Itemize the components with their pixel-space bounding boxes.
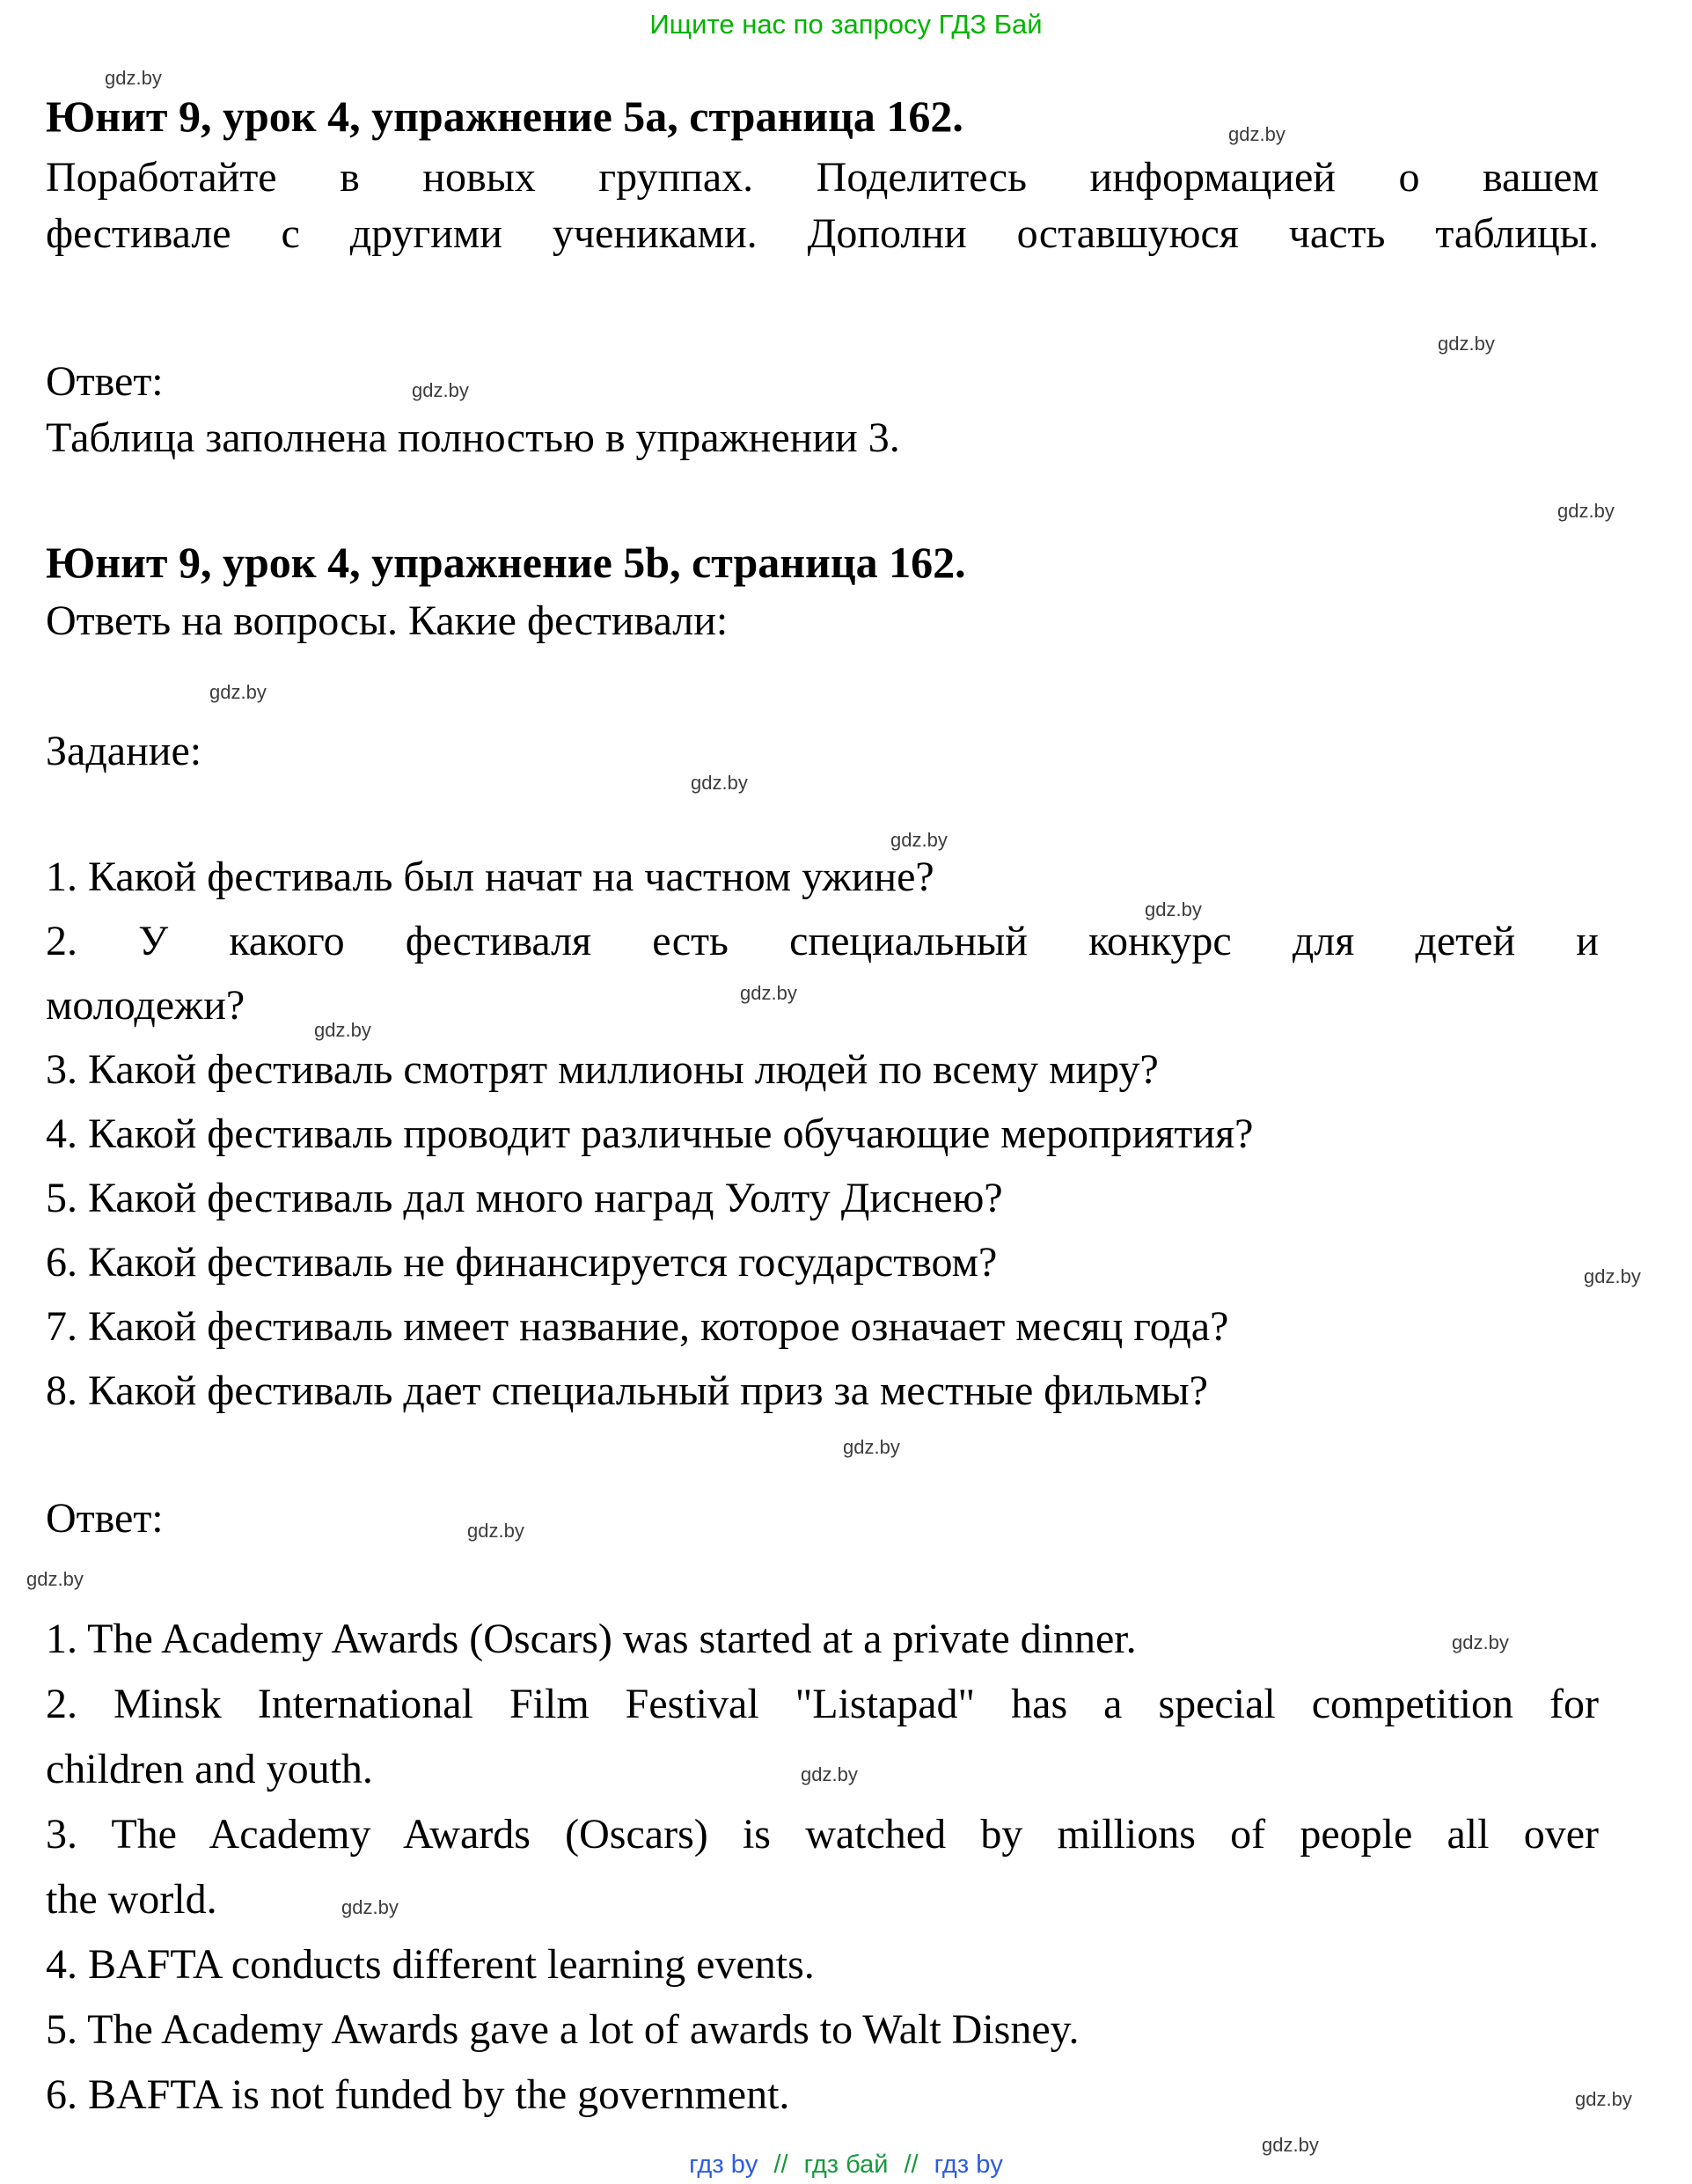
gdz-watermark: gdz.by — [341, 1896, 399, 1918]
answer-text-5a: Таблица заполнена полностью в упражнении 3. — [46, 414, 900, 461]
answer-label-5b: Ответ: — [46, 1495, 164, 1542]
footer — [0, 2151, 1692, 2180]
gdz-watermark: gdz.by — [691, 772, 748, 794]
question-line: 5. Какой фестиваль дал много наград Уолту Диснею? — [46, 1175, 1003, 1221]
answer-line: 6. BAFTA is not funded by the government. — [46, 2071, 790, 2118]
gdz-watermark: gdz.by — [209, 681, 267, 703]
exercise-5a-title: Юнит 9, урок 4, упражнение 5a, страница 162. — [46, 92, 963, 141]
answer-line: 5. The Academy Awards gave a lot of awards to Walt Disney. — [46, 2006, 1080, 2053]
gdz-watermark: gdz.by — [740, 982, 797, 1004]
exercise-5a-task — [46, 150, 1599, 262]
answer-label-5a: Ответ: — [46, 358, 164, 405]
question-line: 1. Какой фестиваль был начат на частном ужине? — [46, 854, 934, 900]
exercise-5b-subtitle: Ответь на вопросы. Какие фестивали: — [46, 597, 729, 644]
task-text-line: фестивале с другими учениками. Дополни оставшуюся часть таблицы. — [46, 210, 1599, 257]
footer-link-gdz-by[interactable]: гдз by — [689, 2151, 758, 2179]
question-line: 2. У какого фестиваля есть специальный конкурс для детей и — [46, 918, 1599, 964]
task-text-line: Поработайте в новых группах. Поделитесь информацией о вашем — [46, 154, 1599, 201]
footer-separator: // — [773, 2151, 788, 2179]
gdz-watermark: gdz.by — [1557, 500, 1615, 522]
gdz-watermark: gdz.by — [26, 1568, 84, 1590]
gdz-watermark: gdz.by — [1228, 123, 1285, 145]
gdz-watermark: gdz.by — [467, 1520, 524, 1542]
gdz-watermark: gdz.by — [1452, 1631, 1509, 1653]
answer-line: 2. Minsk International Film Festival "Listapad" has a special competition for — [46, 1681, 1599, 1727]
answer-line: children and youth. — [46, 1746, 373, 1792]
gdz-watermark: gdz.by — [314, 1019, 371, 1041]
gdz-watermark: gdz.by — [801, 1763, 858, 1785]
gdz-watermark: gdz.by — [890, 829, 948, 851]
answer-line: 3. The Academy Awards (Oscars) is watched by millions of people all over — [46, 1811, 1599, 1858]
answer-line: 1. The Academy Awards (Oscars) was started at a private dinner. — [46, 1616, 1137, 1662]
question-line: 8. Какой фестиваль дает специальный приз за местные фильмы? — [46, 1367, 1208, 1414]
footer-separator: // — [904, 2151, 919, 2179]
exercise-5b-title: Юнит 9, урок 4, упражнение 5b, страница 162. — [46, 538, 966, 587]
questions-list — [46, 845, 1599, 1423]
answer-line: the world. — [46, 1876, 217, 1923]
question-line: 6. Какой фестиваль не финансируется государством? — [46, 1239, 998, 1286]
gdz-watermark: gdz.by — [105, 67, 162, 89]
question-line: 4. Какой фестиваль проводит различные обучающие мероприятия? — [46, 1110, 1254, 1157]
answers-list — [46, 1607, 1599, 2128]
gdz-watermark: gdz.by — [1575, 2088, 1632, 2110]
gdz-watermark: gdz.by — [1438, 333, 1495, 355]
footer-link-gdz-bai[interactable]: гдз бай — [803, 2151, 889, 2179]
answer-line: 4. BAFTA conducts different learning events. — [46, 1941, 815, 1988]
footer-link-gdz-by-2[interactable]: гдз by — [934, 2151, 1003, 2179]
gdz-watermark: gdz.by — [843, 1436, 900, 1458]
question-line: молодежи? — [46, 982, 245, 1029]
question-line: 3. Какой фестиваль смотрят миллионы людей по всему миру? — [46, 1046, 1159, 1093]
task-label: Задание: — [46, 728, 202, 774]
gdz-watermark: gdz.by — [1145, 898, 1202, 920]
question-line: 7. Какой фестиваль имеет название, которое означает месяц года? — [46, 1303, 1229, 1350]
promo-banner: Ищите нас по запросу ГДЗ Бай — [649, 9, 1043, 40]
gdz-watermark: gdz.by — [412, 379, 469, 401]
gdz-watermark: gdz.by — [1584, 1265, 1641, 1287]
gdz-watermark: gdz.by — [1262, 2134, 1319, 2156]
